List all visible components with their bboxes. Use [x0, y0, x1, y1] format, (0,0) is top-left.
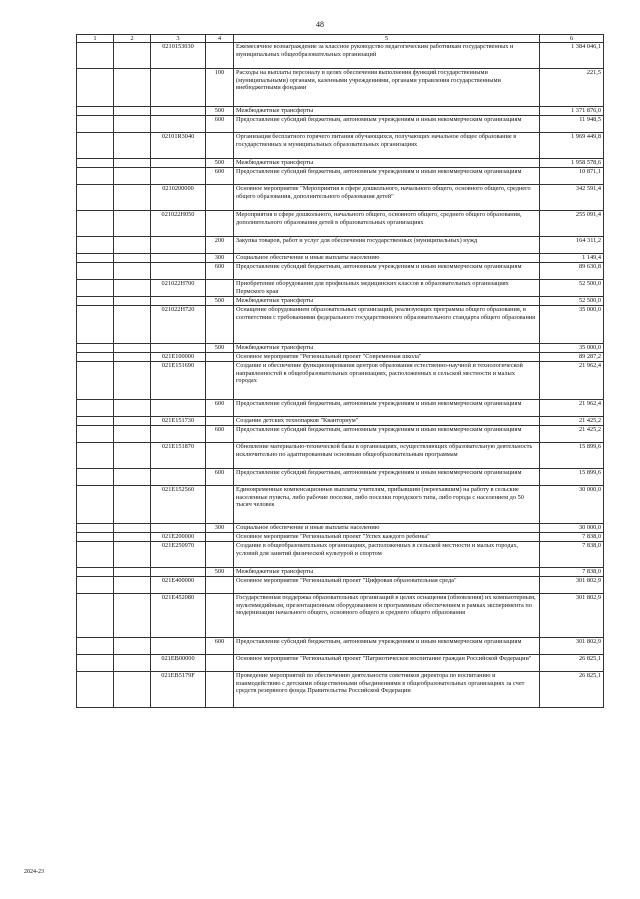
- amount-value: 301 802,9: [540, 594, 604, 638]
- table-row: [77, 524, 604, 533]
- table-row: [77, 443, 604, 469]
- col1-cell: [77, 486, 114, 524]
- table-row: [77, 168, 604, 185]
- col2-cell: [114, 107, 151, 116]
- col2-cell: [114, 263, 151, 280]
- expense-type-code: [206, 306, 234, 344]
- col1-cell: [77, 443, 114, 469]
- target-article-code: [151, 237, 206, 254]
- target-article-code: 0210200000: [151, 185, 206, 211]
- col2-cell: [114, 116, 151, 133]
- col2-cell: [114, 43, 151, 69]
- item-name: Единовременные компенсационные выплаты учителям, прибывшим (переехавшим) на работу в сельские населенные пункты, либо рабочие поселки, либо поселки городского типа, либо города с населением до 50 тысяч человек: [234, 486, 540, 524]
- expense-type-code: 500: [206, 297, 234, 306]
- amount-value: 342 591,4: [540, 185, 604, 211]
- expense-type-code: [206, 362, 234, 400]
- amount-value: 15 899,6: [540, 469, 604, 486]
- amount-value: 10 871,1: [540, 168, 604, 185]
- amount-value: 1 384 046,1: [540, 43, 604, 69]
- amount-value: 35 000,0: [540, 306, 604, 344]
- col1-cell: [77, 211, 114, 237]
- col2-cell: [114, 344, 151, 353]
- target-article-code: 02101R3040: [151, 133, 206, 159]
- table-row: [77, 297, 604, 306]
- footer-code: 2024-23: [24, 869, 44, 875]
- table-row: [77, 353, 604, 362]
- expense-type-code: 500: [206, 107, 234, 116]
- amount-value: 221,5: [540, 69, 604, 107]
- budget-table: [76, 34, 604, 708]
- expense-type-code: 200: [206, 237, 234, 254]
- col1-cell: [77, 237, 114, 254]
- item-name: Предоставление субсидий бюджетным, автономным учреждениям и иным некоммерческим организациям: [234, 469, 540, 486]
- item-name: Основное мероприятие "Региональный проект "Цифровая образовательная среда": [234, 577, 540, 594]
- item-name: Социальное обеспечение и иные выплаты населению: [234, 524, 540, 533]
- target-article-code: [151, 159, 206, 168]
- target-article-code: 021Е452080: [151, 594, 206, 638]
- col2-cell: [114, 211, 151, 237]
- item-name: Оснащение оборудованием образовательных организаций, реализующих программы общего образования, в соответствии с требованиями федерального государственного образовательного стандарта общего образования: [234, 306, 540, 344]
- expense-type-code: 300: [206, 524, 234, 533]
- item-name: Предоставление субсидий бюджетным, автономным учреждениям и иным некоммерческим организациям: [234, 426, 540, 443]
- amount-value: 255 091,4: [540, 211, 604, 237]
- col1-cell: [77, 353, 114, 362]
- col2-cell: [114, 297, 151, 306]
- expense-type-code: [206, 577, 234, 594]
- col2-cell: [114, 672, 151, 708]
- expense-type-code: 500: [206, 159, 234, 168]
- col1-cell: [77, 185, 114, 211]
- col2-cell: [114, 237, 151, 254]
- expense-type-code: [206, 533, 234, 542]
- expense-type-code: [206, 417, 234, 426]
- col2-cell: [114, 542, 151, 568]
- page-number: 48: [316, 20, 324, 29]
- col2-cell: [114, 133, 151, 159]
- col2-cell: [114, 254, 151, 263]
- amount-value: 21 962,4: [540, 400, 604, 417]
- expense-type-code: [206, 133, 234, 159]
- item-name: Расходы на выплаты персоналу в целях обеспечения выполнения функций государственными (муниципальными) органами, казенными учреждениями, органами управления государственными внебюджетными фондами: [234, 69, 540, 107]
- col2-cell: [114, 400, 151, 417]
- amount-value: 21 425,2: [540, 417, 604, 426]
- col1-cell: [77, 280, 114, 297]
- target-article-code: [151, 297, 206, 306]
- table-row: [77, 43, 604, 69]
- target-article-code: 021Е151690: [151, 362, 206, 400]
- amount-value: 89 630,8: [540, 263, 604, 280]
- col1-cell: [77, 69, 114, 107]
- item-name: Социальное обеспечение и иные выплаты населению: [234, 254, 540, 263]
- expense-type-code: 500: [206, 344, 234, 353]
- amount-value: 52 500,0: [540, 280, 604, 297]
- amount-value: 164 311,2: [540, 237, 604, 254]
- expense-type-code: [206, 443, 234, 469]
- amount-value: 26 825,1: [540, 672, 604, 708]
- table-row: [77, 400, 604, 417]
- table-row: [77, 417, 604, 426]
- target-article-code: [151, 638, 206, 655]
- col1-cell: [77, 426, 114, 443]
- col2-cell: [114, 568, 151, 577]
- expense-type-code: 600: [206, 168, 234, 185]
- item-name: Предоставление субсидий бюджетным, автономным учреждениям и иным некоммерческим организациям: [234, 168, 540, 185]
- col2-cell: [114, 353, 151, 362]
- target-article-code: 021Е151730: [151, 417, 206, 426]
- amount-value: 26 825,1: [540, 655, 604, 672]
- col1-cell: [77, 168, 114, 185]
- item-name: Мероприятия в сфере дошкольного, начального общего, основного общего, среднего общего образования, дополнительного образования детей в образовательных организациях: [234, 211, 540, 237]
- target-article-code: 021022Н700: [151, 280, 206, 297]
- col1-cell: [77, 116, 114, 133]
- table-row: [77, 107, 604, 116]
- table-row: [77, 116, 604, 133]
- table-row: [77, 254, 604, 263]
- amount-value: 301 802,9: [540, 577, 604, 594]
- item-name: Основное мероприятие "Региональный проект "Современная школа": [234, 353, 540, 362]
- target-article-code: 021Е200000: [151, 533, 206, 542]
- item-name: Межбюджетные трансферты: [234, 159, 540, 168]
- col1-cell: [77, 417, 114, 426]
- col1-cell: [77, 638, 114, 655]
- table-row: [77, 185, 604, 211]
- amount-value: 7 838,0: [540, 542, 604, 568]
- table-row: [77, 655, 604, 672]
- table-header-row: [77, 35, 604, 43]
- col2-cell: [114, 594, 151, 638]
- expense-type-code: 600: [206, 638, 234, 655]
- table-row: [77, 362, 604, 400]
- table-row: [77, 263, 604, 280]
- amount-value: 7 838,0: [540, 568, 604, 577]
- col1-cell: [77, 577, 114, 594]
- item-name: Предоставление субсидий бюджетным, автономным учреждениям и иным некоммерческим организациям: [234, 263, 540, 280]
- col1-cell: [77, 306, 114, 344]
- item-name: Предоставление субсидий бюджетным, автономным учреждениям и иным некоммерческим организациям: [234, 116, 540, 133]
- item-name: Предоставление субсидий бюджетным, автономным учреждениям и иным некоммерческим организациям: [234, 638, 540, 655]
- expense-type-code: 100: [206, 69, 234, 107]
- col2-cell: [114, 638, 151, 655]
- target-article-code: [151, 524, 206, 533]
- expense-type-code: [206, 211, 234, 237]
- target-article-code: 021Е152560: [151, 486, 206, 524]
- item-name: Создание и обеспечение функционирования центров образования естественно-научной и технологической направленностей в общеобразовательных организациях, расположенных в сельской местности и малых городах: [234, 362, 540, 400]
- item-name: Межбюджетные трансферты: [234, 297, 540, 306]
- expense-type-code: 300: [206, 254, 234, 263]
- amount-value: 1 958 578,6: [540, 159, 604, 168]
- target-article-code: [151, 469, 206, 486]
- amount-value: 1 149,4: [540, 254, 604, 263]
- item-name: Организация бесплатного горячего питания обучающихся, получающих начальное общее образование в государственных и муниципальных образовательных организациях: [234, 133, 540, 159]
- amount-value: 30 000,0: [540, 524, 604, 533]
- table-row: [77, 672, 604, 708]
- expense-type-code: [206, 185, 234, 211]
- col1-cell: [77, 469, 114, 486]
- col2-cell: [114, 577, 151, 594]
- item-name: Создание в общеобразовательных организациях, расположенных в сельской местности и малых городах, условий для занятий физической культурой и спортом: [234, 542, 540, 568]
- target-article-code: 021022Н050: [151, 211, 206, 237]
- col1-cell: [77, 107, 114, 116]
- item-name: Ежемесячное вознаграждение за классное руководство педагогическим работникам государственных и муниципальных общеобразовательных организаций: [234, 43, 540, 69]
- amount-value: 15 899,6: [540, 443, 604, 469]
- item-name: Предоставление субсидий бюджетным, автономным учреждениям и иным некоммерческим организациям: [234, 400, 540, 417]
- amount-value: 1 969 449,8: [540, 133, 604, 159]
- item-name: Обновление материально-технической базы в организациях, осуществляющих образовательную деятельность исключительно по адаптированным основным общеобразовательным программам: [234, 443, 540, 469]
- item-name: Государственная поддержка образовательных организаций в целях оснащения (обновления) их компьютерным, мультимедийным, презентационным оборудованием и программным обеспечением в рамках эксперимента по модернизации начального общего, основного общего и среднего общего образования: [234, 594, 540, 638]
- expense-type-code: [206, 280, 234, 297]
- amount-value: 11 948,5: [540, 116, 604, 133]
- amount-value: 89 287,2: [540, 353, 604, 362]
- header-cell: 1: [77, 35, 114, 43]
- expense-type-code: 600: [206, 469, 234, 486]
- item-name: Межбюджетные трансферты: [234, 568, 540, 577]
- table-row: [77, 159, 604, 168]
- target-article-code: [151, 107, 206, 116]
- col1-cell: [77, 43, 114, 69]
- amount-value: 21 425,2: [540, 426, 604, 443]
- table-row: [77, 426, 604, 443]
- header-cell: 6: [540, 35, 604, 43]
- table-row: [77, 568, 604, 577]
- target-article-code: 021Е250970: [151, 542, 206, 568]
- expense-type-code: [206, 672, 234, 708]
- target-article-code: 021Е400000: [151, 577, 206, 594]
- header-cell: 3: [151, 35, 206, 43]
- col1-cell: [77, 159, 114, 168]
- table-row: [77, 542, 604, 568]
- col2-cell: [114, 159, 151, 168]
- table-row: [77, 69, 604, 107]
- amount-value: 35 000,0: [540, 344, 604, 353]
- header-cell: 4: [206, 35, 234, 43]
- header-cell: 5: [234, 35, 540, 43]
- col1-cell: [77, 133, 114, 159]
- col2-cell: [114, 69, 151, 107]
- target-article-code: [151, 400, 206, 417]
- expense-type-code: 600: [206, 426, 234, 443]
- amount-value: 52 500,0: [540, 297, 604, 306]
- expense-type-code: [206, 542, 234, 568]
- expense-type-code: [206, 43, 234, 69]
- amount-value: 301 802,9: [540, 638, 604, 655]
- item-name: Межбюджетные трансферты: [234, 107, 540, 116]
- col2-cell: [114, 306, 151, 344]
- amount-value: 1 371 876,0: [540, 107, 604, 116]
- col1-cell: [77, 655, 114, 672]
- col2-cell: [114, 655, 151, 672]
- table-row: [77, 344, 604, 353]
- table-row: [77, 533, 604, 542]
- col2-cell: [114, 362, 151, 400]
- target-article-code: [151, 344, 206, 353]
- col2-cell: [114, 533, 151, 542]
- target-article-code: 021Е151870: [151, 443, 206, 469]
- header-cell: 2: [114, 35, 151, 43]
- col2-cell: [114, 417, 151, 426]
- col1-cell: [77, 263, 114, 280]
- col1-cell: [77, 533, 114, 542]
- col2-cell: [114, 443, 151, 469]
- target-article-code: [151, 426, 206, 443]
- table-row: [77, 594, 604, 638]
- amount-value: 30 000,0: [540, 486, 604, 524]
- col1-cell: [77, 542, 114, 568]
- expense-type-code: 600: [206, 116, 234, 133]
- expense-type-code: [206, 594, 234, 638]
- target-article-code: [151, 69, 206, 107]
- table-row: [77, 237, 604, 254]
- item-name: Закупка товаров, работ и услуг для обеспечения государственных (муниципальных) нужд: [234, 237, 540, 254]
- item-name: Создание детских технопарков "Кванториум": [234, 417, 540, 426]
- expense-type-code: [206, 353, 234, 362]
- target-article-code: [151, 254, 206, 263]
- col1-cell: [77, 344, 114, 353]
- item-name: Основное мероприятие "Региональный проект "Успех каждого ребенка": [234, 533, 540, 542]
- item-name: Основное мероприятие "Мероприятия в сфере дошкольного, начального общего, основного общего, среднего общего образования, дополнительного образования детей": [234, 185, 540, 211]
- table-row: [77, 306, 604, 344]
- target-article-code: 021ЕВ5179F: [151, 672, 206, 708]
- target-article-code: 0210153030: [151, 43, 206, 69]
- table-row: [77, 211, 604, 237]
- col1-cell: [77, 568, 114, 577]
- table-row: [77, 638, 604, 655]
- col1-cell: [77, 594, 114, 638]
- table-row: [77, 577, 604, 594]
- col2-cell: [114, 524, 151, 533]
- col1-cell: [77, 297, 114, 306]
- item-name: Межбюджетные трансферты: [234, 344, 540, 353]
- table-row: [77, 280, 604, 297]
- target-article-code: 021022Н720: [151, 306, 206, 344]
- amount-value: 21 962,4: [540, 362, 604, 400]
- table-row: [77, 133, 604, 159]
- item-name: Приобретение оборудования для профильных медицинских классов в образовательных организациях Пермского края: [234, 280, 540, 297]
- col2-cell: [114, 486, 151, 524]
- col1-cell: [77, 400, 114, 417]
- col2-cell: [114, 185, 151, 211]
- col2-cell: [114, 426, 151, 443]
- table-row: [77, 469, 604, 486]
- table-row: [77, 486, 604, 524]
- col1-cell: [77, 254, 114, 263]
- col2-cell: [114, 168, 151, 185]
- target-article-code: [151, 263, 206, 280]
- col2-cell: [114, 280, 151, 297]
- target-article-code: [151, 568, 206, 577]
- expense-type-code: 500: [206, 568, 234, 577]
- target-article-code: 021ЕВ00000: [151, 655, 206, 672]
- target-article-code: [151, 168, 206, 185]
- item-name: Основное мероприятие "Региональный проект "Патриотическое воспитание граждан Российской Федерации": [234, 655, 540, 672]
- col1-cell: [77, 524, 114, 533]
- amount-value: 7 838,0: [540, 533, 604, 542]
- col1-cell: [77, 362, 114, 400]
- col1-cell: [77, 672, 114, 708]
- target-article-code: [151, 116, 206, 133]
- expense-type-code: [206, 486, 234, 524]
- expense-type-code: 600: [206, 400, 234, 417]
- expense-type-code: [206, 655, 234, 672]
- item-name: Проведение мероприятий по обеспечению деятельности советников директора по воспитанию и взаимодействию с детскими общественными объединениями в общеобразовательных организациях за счет средств резервного фонда Правительства Российской Федерации: [234, 672, 540, 708]
- target-article-code: 021Е100000: [151, 353, 206, 362]
- col2-cell: [114, 469, 151, 486]
- expense-type-code: 600: [206, 263, 234, 280]
